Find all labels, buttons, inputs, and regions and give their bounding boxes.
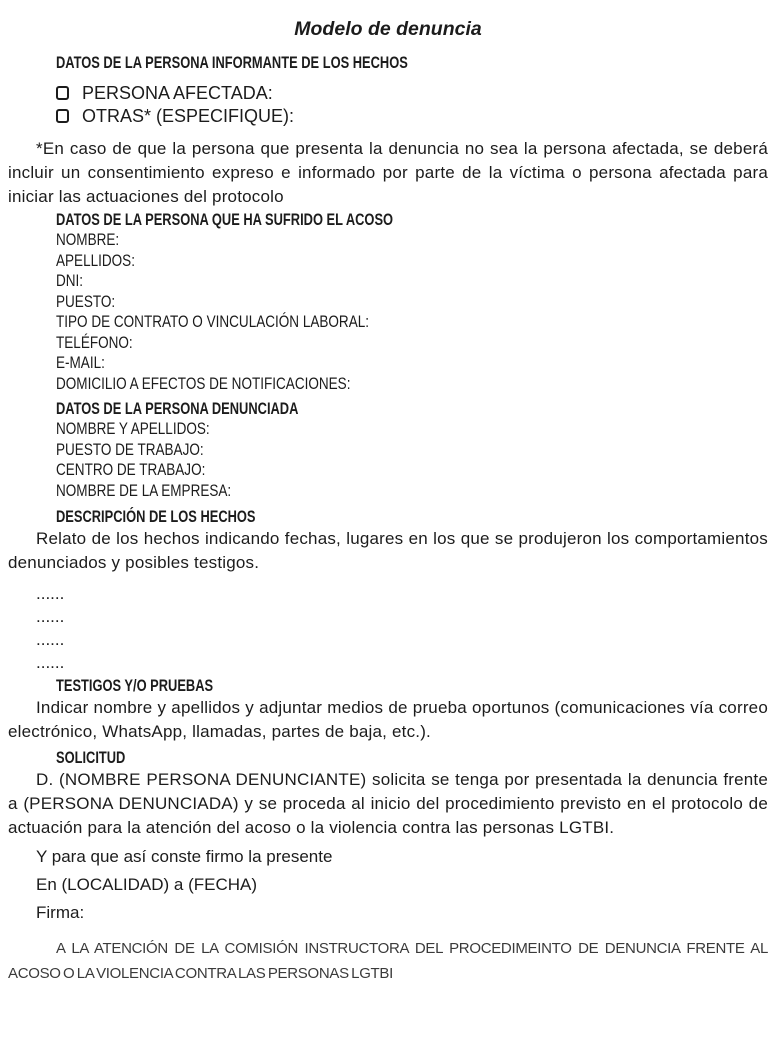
field-line: DNI: xyxy=(56,272,84,290)
dots-line: ...... xyxy=(36,584,65,603)
section-heading-victima: DATOS DE LA PERSONA QUE HA SUFRIDO EL ACOSO xyxy=(56,211,394,229)
section-heading-testigos: TESTIGOS Y/O PRUEBAS xyxy=(56,677,214,695)
section-heading-solicitud: SOLICITUD xyxy=(56,749,126,767)
document-title: Modelo de denuncia xyxy=(294,18,482,40)
section-heading-descripcion: DESCRIPCIÓN DE LOS HECHOS xyxy=(56,508,256,526)
field-line: PUESTO: xyxy=(56,292,116,311)
checkbox-icon[interactable] xyxy=(56,86,69,100)
field-line: CENTRO DE TRABAJO: xyxy=(56,461,206,479)
field-line: TELÉFONO: xyxy=(56,333,133,352)
dots-line: ...... xyxy=(36,607,65,626)
field-line: APELLIDOS: xyxy=(56,251,135,270)
place-date-line: En (LOCALIDAD) a (FECHA) xyxy=(36,875,258,894)
field-line: TIPO DE CONTRATO O VINCULACIÓN LABORAL: xyxy=(56,313,370,331)
closing-statement: Y para que así conste firmo la presente xyxy=(36,847,333,866)
informer-options xyxy=(8,82,768,128)
footer-attention: A LA ATENCIÓN DE LA COMISIÓN INSTRUCTORA DEL PROCEDIMEINTO DE DENUNCIA FRENTE AL ACOSO O LA VIOLENCIA CONTRA LAS PERSONAS LGTBI xyxy=(8,940,768,982)
victim-fields xyxy=(8,230,768,394)
checkbox-icon[interactable] xyxy=(56,109,69,123)
dots-line: ...... xyxy=(36,630,65,649)
accused-fields xyxy=(8,419,768,501)
section-heading-informante: DATOS DE LA PERSONA INFORMANTE DE LOS HECHOS xyxy=(56,54,408,72)
request-paragraph: D. (NOMBRE PERSONA DENUNCIANTE) solicita se tenga por presentada la denuncia frente a (PERSONA DENUNCIADA) y se proceda al inicio del procedimiento previsto en el protocolo de actuación para la atención del acoso o la violencia contra las personas LGTBI. xyxy=(8,770,768,837)
section-heading-denunciada: DATOS DE LA PERSONA DENUNCIADA xyxy=(56,400,299,418)
field-line: E-MAIL: xyxy=(56,354,105,372)
field-line: NOMBRE DE LA EMPRESA: xyxy=(56,481,232,500)
checkbox-option-persona-afectada xyxy=(8,82,768,105)
signature-line: Firma: xyxy=(36,903,85,922)
witnesses-paragraph: Indicar nombre y apellidos y adjuntar medios de prueba oportunos (comunicaciones vía correo electrónico, WhatsApp, llamadas, partes de baja, etc.). xyxy=(8,698,768,741)
checkbox-label: OTRAS* (ESPECIFIQUE): xyxy=(82,106,295,126)
field-line: NOMBRE: xyxy=(56,231,120,249)
checkbox-option-otras xyxy=(8,105,768,128)
field-line: PUESTO DE TRABAJO: xyxy=(56,440,204,459)
field-line: NOMBRE Y APELLIDOS: xyxy=(56,420,210,438)
dots-line: ...... xyxy=(36,653,65,672)
checkbox-label: PERSONA AFECTADA: xyxy=(82,83,273,103)
description-dotted-lines xyxy=(8,582,768,674)
field-line: DOMICILIO A EFECTOS DE NOTIFICACIONES: xyxy=(56,374,351,393)
informer-note-paragraph: *En caso de que la persona que presenta la denuncia no sea la persona afectada, se deberá incluir un consentimiento expreso e informado por parte de la víctima o persona afectada para iniciar las actuaciones del protocolo xyxy=(8,139,768,206)
description-paragraph: Relato de los hechos indicando fechas, lugares en los que se produjeron los comportamientos denunciados y posibles testigos. xyxy=(8,529,768,572)
